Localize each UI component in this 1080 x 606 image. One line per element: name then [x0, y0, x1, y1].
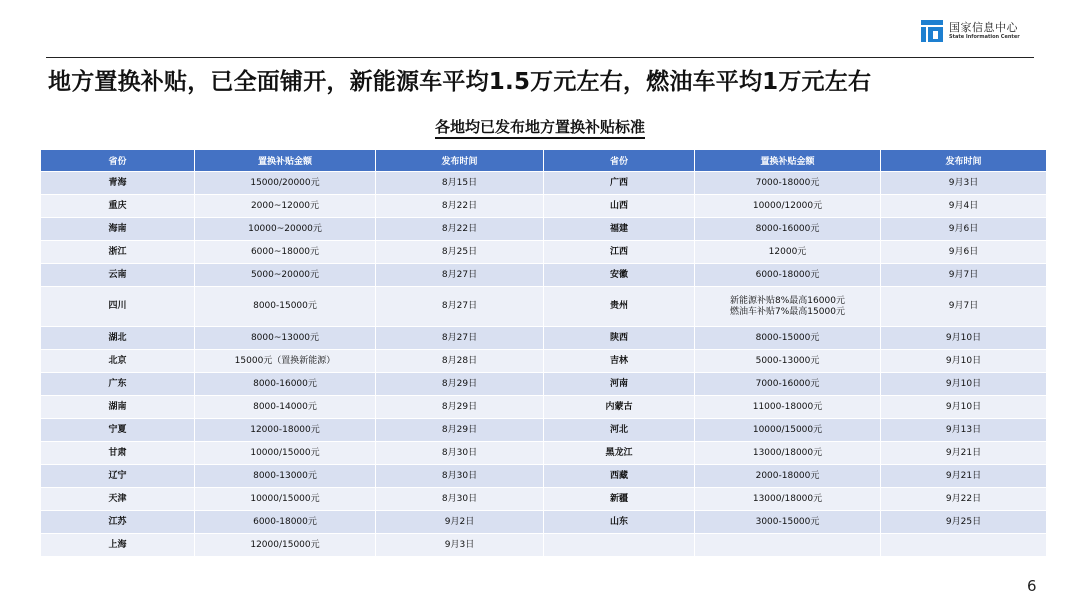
date-cell: 8月28日	[376, 350, 544, 373]
date-cell: 8月27日	[376, 287, 544, 327]
province-cell: 广东	[41, 373, 195, 396]
title-divider	[46, 57, 1034, 58]
subsidy-table	[40, 149, 1047, 557]
logo	[921, 20, 1020, 42]
amount-cell: 7000-16000元	[695, 373, 881, 396]
date-cell: 9月21日	[881, 442, 1047, 465]
date-cell: 9月22日	[881, 488, 1047, 511]
guizhou-ev-subsidy: 新能源补贴8%最高16000元	[730, 295, 845, 306]
table-header-row	[41, 150, 1047, 172]
table-row	[41, 442, 1047, 465]
province-cell: 天津	[41, 488, 195, 511]
table-row	[41, 419, 1047, 442]
amount-cell: 10000/15000元	[195, 442, 376, 465]
province-cell: 吉林	[544, 350, 695, 373]
amount-cell: 15000/20000元	[195, 172, 376, 195]
table-row	[41, 218, 1047, 241]
province-cell: 福建	[544, 218, 695, 241]
table-row	[41, 264, 1047, 287]
guizhou-ice-subsidy: 燃油车补贴7%最高15000元	[730, 306, 845, 317]
amount-cell: 8000-15000元	[695, 327, 881, 350]
table-title	[0, 116, 1080, 137]
header-province-right: 省份	[544, 150, 695, 172]
amount-cell	[695, 534, 881, 557]
amount-cell: 10000/15000元	[195, 488, 376, 511]
province-cell: 浙江	[41, 241, 195, 264]
province-cell: 四川	[41, 287, 195, 327]
header-amount-right: 置换补贴金额	[695, 150, 881, 172]
page-number: 6	[1027, 577, 1037, 595]
date-cell: 9月13日	[881, 419, 1047, 442]
logo-text	[949, 21, 1020, 41]
date-cell: 9月6日	[881, 218, 1047, 241]
logo-en: State Information Center	[949, 34, 1020, 40]
province-cell: 广西	[544, 172, 695, 195]
amount-cell: 8000-16000元	[695, 218, 881, 241]
table-row	[41, 373, 1047, 396]
date-cell: 8月29日	[376, 396, 544, 419]
province-cell: 河南	[544, 373, 695, 396]
province-cell: 陕西	[544, 327, 695, 350]
table-row	[41, 350, 1047, 373]
table-row	[41, 241, 1047, 264]
date-cell: 8月30日	[376, 465, 544, 488]
date-cell: 8月25日	[376, 241, 544, 264]
province-cell: 内蒙古	[544, 396, 695, 419]
province-cell: 云南	[41, 264, 195, 287]
province-cell: 湖北	[41, 327, 195, 350]
province-cell: 青海	[41, 172, 195, 195]
province-cell: 湖南	[41, 396, 195, 419]
date-cell: 9月21日	[881, 465, 1047, 488]
table-row	[41, 511, 1047, 534]
date-cell: 9月2日	[376, 511, 544, 534]
state-information-center-logo-icon	[921, 20, 943, 42]
amount-cell-two-line	[695, 287, 881, 327]
province-cell: 黑龙江	[544, 442, 695, 465]
date-cell: 9月10日	[881, 327, 1047, 350]
province-cell: 甘肃	[41, 442, 195, 465]
province-cell: 北京	[41, 350, 195, 373]
amount-cell: 6000-18000元	[695, 264, 881, 287]
date-cell: 9月3日	[376, 534, 544, 557]
amount-cell: 5000-13000元	[695, 350, 881, 373]
date-cell: 9月7日	[881, 264, 1047, 287]
amount-cell: 2000~12000元	[195, 195, 376, 218]
table-row	[41, 396, 1047, 419]
province-cell: 海南	[41, 218, 195, 241]
logo-cn: 国家信息中心	[949, 21, 1018, 34]
date-cell: 8月29日	[376, 373, 544, 396]
date-cell: 9月10日	[881, 373, 1047, 396]
amount-cell: 8000-13000元	[195, 465, 376, 488]
amount-cell: 10000~20000元	[195, 218, 376, 241]
page-title: 地方置换补贴，已全面铺开，新能源车平均1.5万元左右，燃油车平均1万元左右	[48, 69, 872, 95]
amount-cell: 6000~18000元	[195, 241, 376, 264]
amount-cell: 3000-15000元	[695, 511, 881, 534]
table-row	[41, 465, 1047, 488]
amount-cell: 8000-14000元	[195, 396, 376, 419]
date-cell: 9月25日	[881, 511, 1047, 534]
date-cell: 8月22日	[376, 195, 544, 218]
amount-cell: 5000~20000元	[195, 264, 376, 287]
amount-cell: 8000~13000元	[195, 327, 376, 350]
province-cell: 宁夏	[41, 419, 195, 442]
date-cell: 9月10日	[881, 396, 1047, 419]
province-cell: 山西	[544, 195, 695, 218]
table-title-text: 各地均已发布地方置换补贴标准	[435, 118, 645, 139]
amount-cell: 10000/12000元	[695, 195, 881, 218]
amount-cell: 12000-18000元	[195, 419, 376, 442]
province-cell: 安徽	[544, 264, 695, 287]
table-row	[41, 488, 1047, 511]
province-cell: 贵州	[544, 287, 695, 327]
amount-cell: 13000/18000元	[695, 488, 881, 511]
amount-cell: 8000-15000元	[195, 287, 376, 327]
date-cell: 8月29日	[376, 419, 544, 442]
amount-cell: 12000/15000元	[195, 534, 376, 557]
header-province-left: 省份	[41, 150, 195, 172]
table-row	[41, 287, 1047, 327]
header-date-left: 发布时间	[376, 150, 544, 172]
amount-cell: 13000/18000元	[695, 442, 881, 465]
amount-cell: 12000元	[695, 241, 881, 264]
province-cell: 上海	[41, 534, 195, 557]
amount-cell: 8000-16000元	[195, 373, 376, 396]
date-cell: 9月4日	[881, 195, 1047, 218]
table-row	[41, 172, 1047, 195]
date-cell: 8月27日	[376, 327, 544, 350]
province-cell: 江西	[544, 241, 695, 264]
province-cell: 西藏	[544, 465, 695, 488]
amount-cell: 15000元（置换新能源）	[195, 350, 376, 373]
amount-cell: 6000-18000元	[195, 511, 376, 534]
date-cell: 8月15日	[376, 172, 544, 195]
date-cell	[881, 534, 1047, 557]
table-row	[41, 534, 1047, 557]
province-cell: 山东	[544, 511, 695, 534]
date-cell: 8月22日	[376, 218, 544, 241]
amount-cell: 10000/15000元	[695, 419, 881, 442]
amount-cell: 11000-18000元	[695, 396, 881, 419]
province-cell: 辽宁	[41, 465, 195, 488]
date-cell: 9月6日	[881, 241, 1047, 264]
amount-cell: 2000-18000元	[695, 465, 881, 488]
province-cell: 江苏	[41, 511, 195, 534]
province-cell: 河北	[544, 419, 695, 442]
date-cell: 8月30日	[376, 442, 544, 465]
amount-cell: 7000-18000元	[695, 172, 881, 195]
header-date-right: 发布时间	[881, 150, 1047, 172]
date-cell: 9月3日	[881, 172, 1047, 195]
province-cell: 新疆	[544, 488, 695, 511]
province-cell: 重庆	[41, 195, 195, 218]
province-cell	[544, 534, 695, 557]
header-amount-left: 置换补贴金额	[195, 150, 376, 172]
table-row	[41, 327, 1047, 350]
date-cell: 8月30日	[376, 488, 544, 511]
table-row	[41, 195, 1047, 218]
date-cell: 9月10日	[881, 350, 1047, 373]
date-cell: 8月27日	[376, 264, 544, 287]
date-cell: 9月7日	[881, 287, 1047, 327]
